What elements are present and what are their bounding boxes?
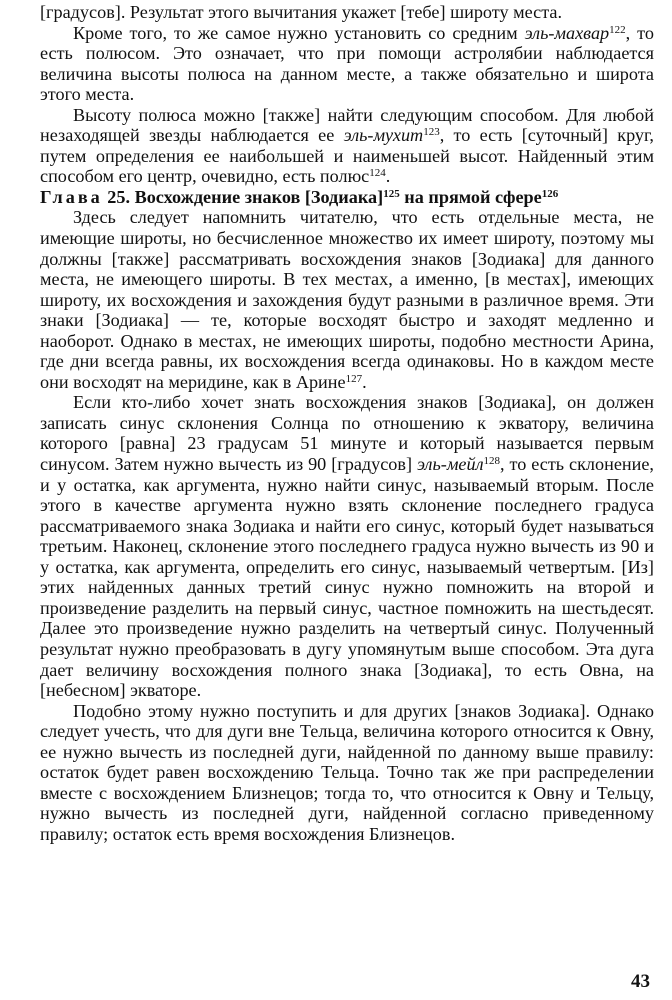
paragraph-4 [40,207,654,392]
paragraph-5-text-b: , то есть склонение, и у остатка, как аргумента, нужно найти синус, называемый вторым. После этого в качестве аргумента нужно взять склонение последнего градуса рассматриваемого знака Зодиака и найти его синус, который будет называться третьим. Наконец, склонение этого последнего градуса нужно вычесть из 90 и у остатка, как аргумента, определить его синус, называемый четвертым. [Из] этих найденных данных третий синус нужно помножить на второй и произведение разделить на первый синус, частное помножить на шестьдесят. Далее это произведение нужно разделить на четвертый синус. Полученный результат нужно преобразовать в дугу упомянутым выше способом. Эта дуга дает величину восхождения полного знака [Зодиака], то есть Овна, на [небесном] экваторе. [40,454,654,701]
paragraph-3-text-c: . [385,166,391,187]
paragraph-3-text-a: Высоту полюса можно [также] найти следующим способом. Для любой незаходящей звезды наблюдается ее [40,104,654,146]
paragraph-6-text: Подобно этому нужно поступить и для других [знаков Зодиака]. Однако следует учесть, что для дуги вне Тельца, величина которого относится к Овну, ее нужно вычесть из последней дуги, найденной по данному выше правилу: остаток будет равен восхождению Тельца. Точно так же при распределении вместе с восхождением Близнецов; тогда то, что относится к Овну и Тельцу, нужно вычесть из последней дуги, найденной согласно приведенному правилу; остаток есть время восхождения Близнецов. [40,700,654,844]
term-el-makhvar: эль-махвар [524,22,610,43]
page-number: 43 [631,971,650,992]
paragraph-5 [40,392,654,700]
chapter-title-b: на прямой сфере [399,186,542,207]
term-el-mukhit: эль-мухит [343,125,424,146]
footnote-ref-123: 123 [423,126,440,139]
paragraph-2-text-a: Кроме того, то же самое нужно установить со средним [73,22,525,43]
chapter-title-a: 25. Восхождение знаков [Зодиака] [102,186,384,207]
paragraph-2 [40,23,654,105]
chapter-label: Глава [40,186,103,207]
page-body [40,2,654,844]
footnote-ref-126: 126 [541,187,559,200]
paragraph-3 [40,105,654,187]
chapter-heading [40,187,654,208]
paragraph-5-text-a: Если кто-либо хочет знать восхождения знаков [Зодиака], он должен записать синус склонения Солнца по отношению к экватору, величина которого [равна] 23 градусам 51 минуте и который называется первым синусом. Затем нужно вычесть из 90 [градусов] [40,392,654,475]
footnote-ref-127: 127 [345,372,363,385]
paragraph-4-text-a: Здесь следует напомнить читателю, что есть отдельные места, не имеющие широты, но бесчисленное множество их имеет широту, поэтому мы должны [также] рассматривать восхождения знаков [Зодиака] для данного места, не имеющего широты. В тех местах, а именно, [в местах], имеющих широту, их восхождения и захождения будут разными в различное время. Эти знаки [Зодиака] — те, которые восходят быстро и заходят медленно и наоборот. Однако в местах, не имеющих широты, подобно местности Арина, где дни всегда равны, их восхождения всегда одинаковы. Но в каждом месте они восходят на меридине, как в Арине [40,207,654,392]
paragraph-4-text-b: . [362,371,367,392]
footnote-ref-124: 124 [369,167,386,180]
paragraph-3-text-b: , то есть [суточный] круг, путем определения ее наибольшей и наименьшей высот. Найденный этим способом его центр, очевидно, есть полюс [40,125,654,187]
footnote-ref-125: 125 [383,187,400,200]
paragraph-1 [40,2,654,23]
footnote-ref-122: 122 [609,23,626,36]
paragraph-1-text: [градусов]. Результат этого вычитания укажет [тебе] широту места. [40,2,563,22]
footnote-ref-128: 128 [483,455,501,468]
paragraph-2-text-b: , то есть полюсом. Это означает, что при помощи астролябии наблюдается величина высоты полюса на данном месте, а также обязательно и широта этого места. [40,22,654,105]
paragraph-6 [40,701,654,845]
term-el-meil: эль-мейл [416,454,484,475]
